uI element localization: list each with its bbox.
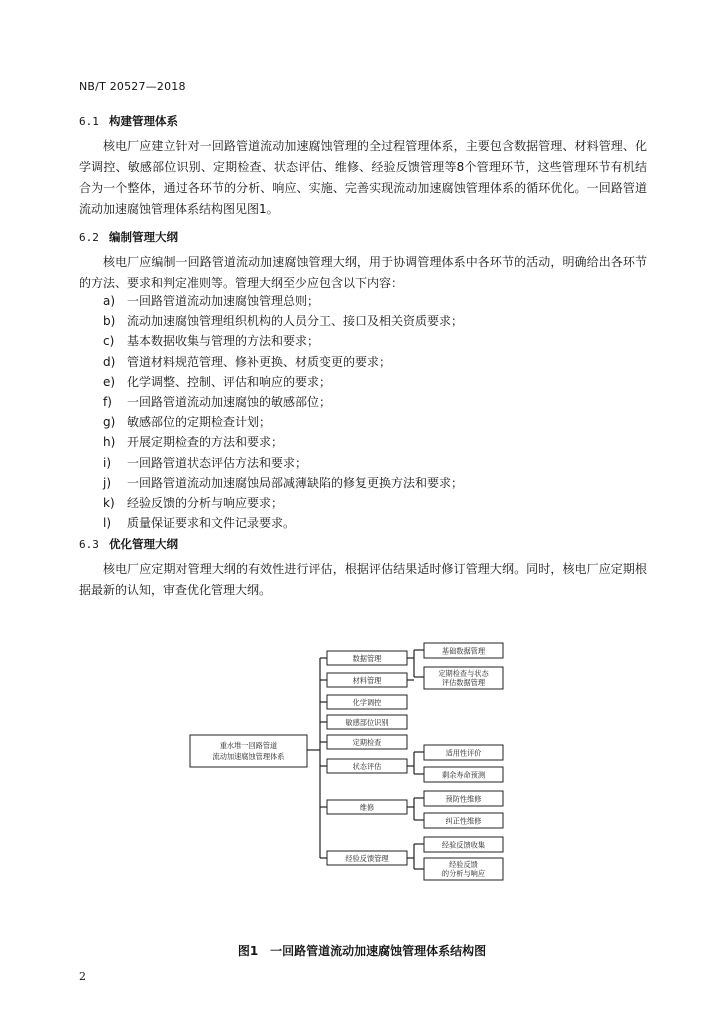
list-item-text: 一回路管道流动加速腐蚀管理总则； [127, 294, 320, 308]
section-6-3-paragraph: 核电厂应定期对管理大纲的有效性进行评估，根据评估结果适时修订管理大纲。同时，核电厂应定期根据最新的认知，审查优化管理大纲。 [79, 562, 647, 597]
list-item-text: 经验反馈的分析与响应要求； [127, 495, 284, 510]
section-number: 6.3 [79, 538, 99, 551]
list-item-label: a) [103, 294, 116, 308]
diagram-node-experience-feedback [327, 851, 407, 865]
list-item-text: 管道材料规范管理、修补更换、材质变更的要求； [127, 354, 392, 369]
diagram-leaf-remaining-life [424, 767, 503, 782]
diagram-leaf-feedback-analysis [424, 858, 503, 880]
list-item-label: i) [103, 455, 112, 470]
node-label: 定期检查 [352, 738, 382, 747]
diagram-node-sensitive-location [327, 715, 407, 729]
list-item-text: 一回路管道状态评估方法和要求； [127, 455, 308, 470]
list-item-label: d) [103, 354, 116, 369]
list-item-text: 基本数据收集与管理的方法和要求； [127, 334, 320, 349]
list-item-text: 流动加速腐蚀管理组织机构的人员分工、接口及相关资质要求； [127, 314, 464, 329]
node-label: 评估数据管理 [441, 678, 486, 687]
diagram-leaf-feedback-collection [424, 837, 503, 852]
section-title: 编制管理大纲 [109, 230, 178, 244]
node-label: 状态评估 [352, 762, 382, 771]
list-item-label: h) [103, 435, 116, 450]
node-label: 重水堆一回路管道 [219, 741, 278, 750]
section-6-2-paragraph: 核电厂应编制一回路管道流动加速腐蚀管理大纲，用于协调管理体系中各环节的活动，明确给出各环节的方法、要求和判定准则等。管理大纲至少应包含以下内容： [79, 255, 647, 290]
node-label: 数据管理 [352, 654, 382, 663]
diagram-node-maintenance [327, 800, 407, 814]
diagram-leaf-fitness-evaluation [424, 745, 503, 760]
node-label: 流动加速腐蚀管理体系 [212, 752, 285, 761]
list-item-text: 一回路管道流动加速腐蚀的敏感部位； [127, 394, 332, 409]
section-title: 构建管理体系 [109, 114, 178, 128]
node-label: 化学调控 [352, 698, 382, 707]
list-item-label: g) [103, 415, 116, 430]
list-item-label: k) [103, 495, 115, 510]
list-item-text: 开展定期检查的方法和要求； [127, 435, 284, 450]
diagram-node-status-assessment [327, 759, 407, 773]
list-item-text: 质量保证要求和文件记录要求。 [127, 516, 296, 531]
diagram-leaf-corrective-maintenance [424, 813, 503, 828]
diagram-node-data-management [327, 651, 407, 665]
node-label: 适用性评价 [445, 748, 482, 758]
node-label: 敏感部位识别 [345, 718, 389, 727]
list-item-label: l) [103, 516, 112, 531]
node-label: 的分析与响应 [441, 869, 486, 878]
standard-number: NB/T 20527—2018 [79, 80, 186, 93]
list-item-text: 化学调整、控制、评估和响应的要求； [127, 374, 332, 389]
node-label: 经验反馈收集 [441, 840, 486, 850]
list-item-label: c) [103, 334, 115, 349]
section-6-1-paragraph: 核电厂应建立针对一回路管道流动加速腐蚀管理的全过程管理体系，主要包含数据管理、材料管理、化学调控、敏感部位识别、定期检查、状态评估、维修、经验反馈管理等8个管理环节，这些管理环节有机结合为一个整体，通过各环节的分析、响应、实施、完善实现流动加速腐蚀管理体系的循环优化。一回路管道流动加速腐蚀管理体系结构图见图1。 [79, 139, 647, 216]
section-number: 6.2 [79, 231, 99, 244]
list-item-label: f) [103, 394, 112, 409]
list-item-label: e) [103, 374, 116, 389]
node-label: 预防性维修 [445, 794, 482, 804]
diagram-node-material-management [327, 673, 407, 687]
diagram-leaf-basic-data [424, 643, 503, 658]
diagram-node-chemistry-control [327, 695, 407, 709]
node-label: 经验反馈 [449, 860, 478, 869]
diagram-node-periodic-inspection [327, 735, 407, 749]
node-label: 材料管理 [352, 676, 382, 685]
node-label: 定期检查与状态 [438, 669, 489, 678]
node-label: 维修 [359, 803, 375, 812]
node-label: 基础数据管理 [441, 646, 486, 656]
diagram-leaf-preventive-maintenance [424, 791, 503, 806]
diagram-root-node [190, 735, 307, 767]
figure-caption: 图1 一回路管道流动加速腐蚀管理体系结构图 [237, 944, 487, 958]
list-item-label: b) [103, 314, 116, 329]
list-item-text: 敏感部位的定期检查计划； [127, 415, 272, 430]
page-number: 2 [79, 970, 86, 983]
node-label: 剩余寿命预测 [441, 770, 486, 780]
node-label: 纠正性维修 [445, 816, 482, 826]
list-item-label: j) [103, 475, 112, 490]
section-title: 优化管理大纲 [109, 537, 178, 551]
diagram-leaf-inspection-assessment-data [424, 667, 503, 689]
node-label: 经验反馈管理 [345, 854, 389, 863]
section-number: 6.1 [79, 115, 99, 128]
list-item-text: 一回路管道流动加速腐蚀局部减薄缺陷的修复更换方法和要求； [127, 475, 464, 490]
